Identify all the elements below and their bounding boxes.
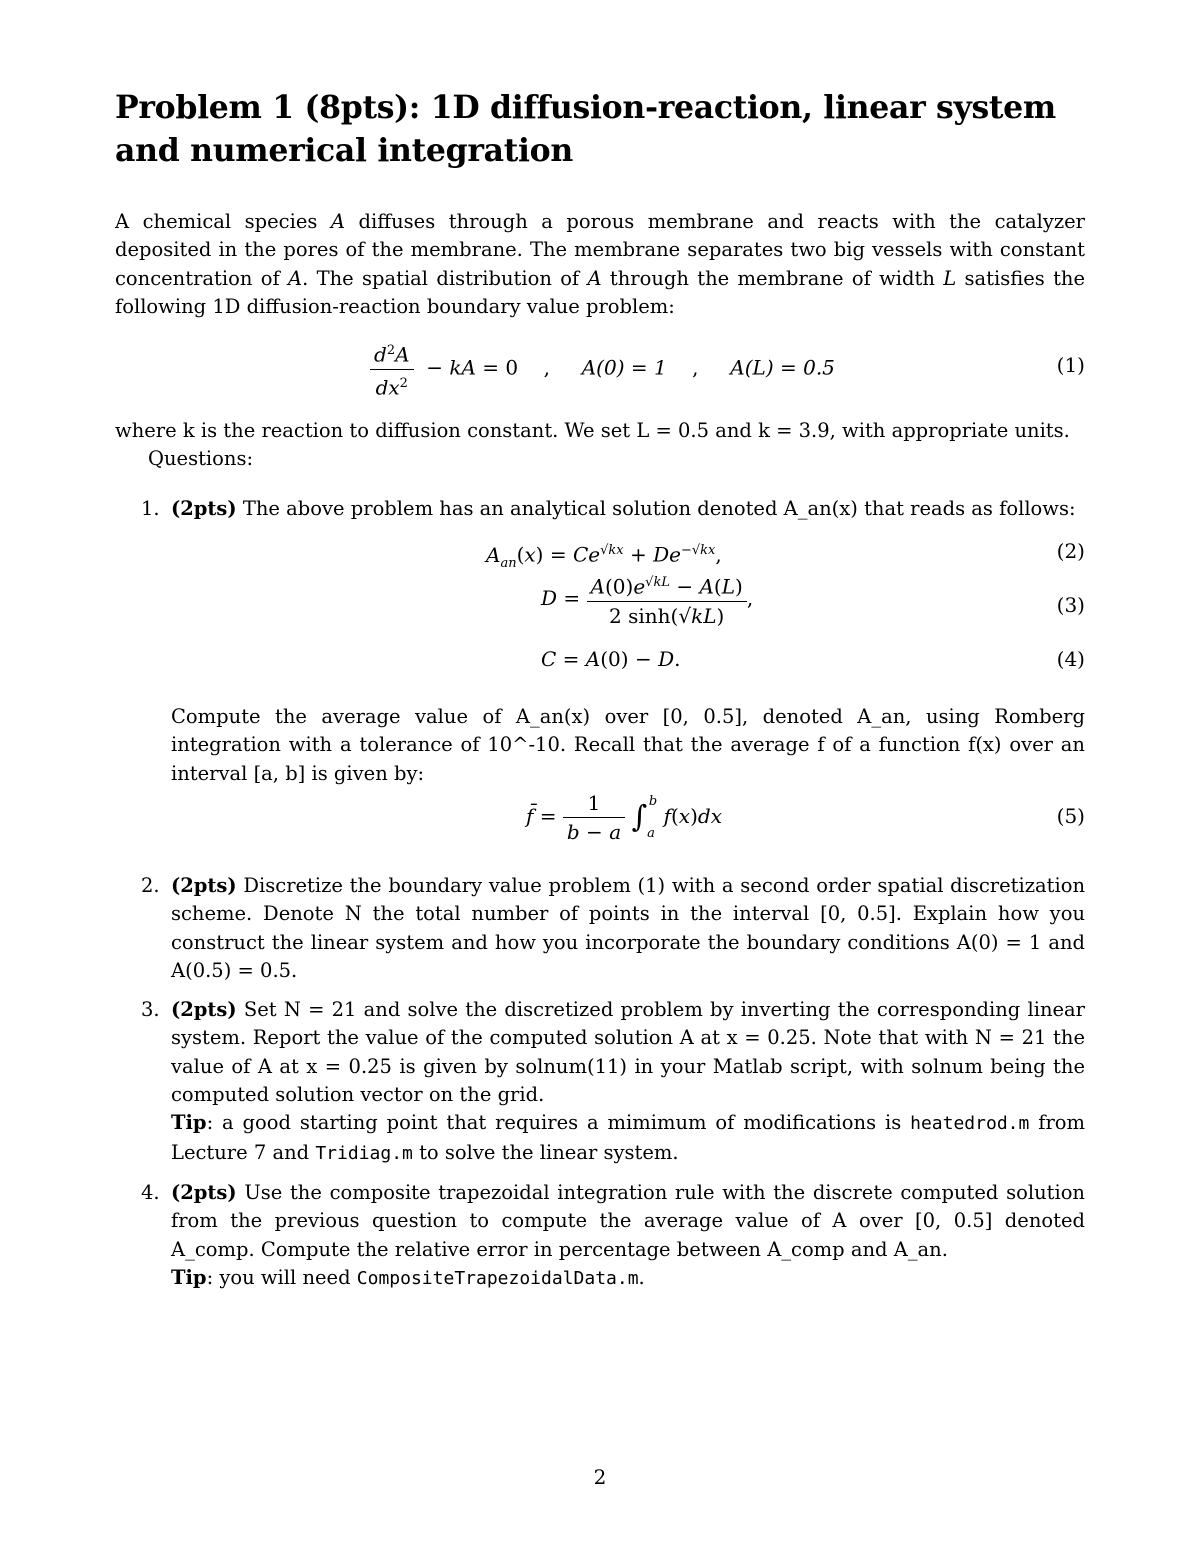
q4-tip-file: CompositeTrapezoidalData.m — [356, 1267, 639, 1289]
eq5-number: (5) — [1056, 803, 1085, 828]
q3-tip-text-c: to solve the linear system. — [419, 1140, 679, 1164]
q1-number: 1. — [141, 496, 160, 520]
q3-tip-file-2: Tridiag.m — [315, 1142, 413, 1164]
eq1-bc1: A(0) = 1 — [581, 355, 667, 380]
after-eq1-text: where k is the reaction to diffusion constant. We set L = 0.5 and k = 3.9, with appropriate units. — [115, 419, 1070, 443]
q3-tip-text-b: from Lecture 7 and — [171, 1111, 1086, 1164]
question-4 — [115, 1179, 1085, 1293]
eq3-number: (3) — [1056, 593, 1085, 618]
question-3 — [115, 996, 1085, 1168]
problem-title: Problem 1 (8pts): 1D diffusion-reaction, linear system and numerical integration — [115, 89, 1056, 169]
q4-points: (2pts) — [171, 1180, 237, 1204]
eq4-number: (4) — [1056, 647, 1085, 672]
equation-1: $\frac{d^2A}{dx^2}$ − kA = 0 , A(0) = 1 , A(L) = 0.5 (1) — [115, 339, 1085, 403]
q4-number: 4. — [141, 1180, 160, 1204]
questions-label: Questions: — [148, 447, 254, 471]
intro-text-3: . The spatial distribution of — [302, 266, 580, 290]
eq1-number: (1) — [1056, 353, 1085, 378]
question-2 — [115, 872, 1085, 985]
intro-text-1: A chemical species — [115, 210, 318, 233]
q3-tip-text-a: : a good starting point that requires a mimimum of modifications is — [206, 1111, 902, 1135]
q4-tip-end: . — [638, 1265, 645, 1289]
q2-number: 2. — [141, 873, 160, 897]
equations-2-4: $A_{an}(x) = Ce^{√kx} + De^{-√kx}$, (2) D = $\frac{A(0)e^{√kL} - A(L)}{2 \sinh(√kL)}$ , (3) C = A(0) − D. (4) — [171, 537, 1085, 717]
q3-points: (2pts) — [171, 998, 237, 1022]
q3-tip-label: Tip — [171, 1111, 207, 1135]
q1-points: (2pts) — [171, 496, 237, 520]
intro-text-5: satisfies the following 1D diffusion-reaction boundary value problem: — [115, 266, 1086, 318]
q2-points: (2pts) — [171, 873, 237, 897]
q4-text: Use the composite trapezoidal integration rule with the discrete computed solution from the previous question to compute the average value of A over [0, 0.5] denoted A_comp. Compute the relative error in percentage between A_comp and A_an. — [171, 1180, 1085, 1261]
q1-text-2: Compute the average value of A_an(x) over [0, 0.5], denoted A_an, using Romberg integration with a tolerance of 10^-10. Recall that the average f of a function f(x) over an interval [a, b] is given by: — [171, 705, 1085, 785]
q4-tip-text-a: : you will need — [206, 1265, 351, 1289]
equation-5: f̄ = $\frac{1}{b - a}$ $\int_a^b$ f(x)dx (5) — [526, 790, 1085, 844]
page-number: 2 — [593, 1465, 607, 1489]
intro-text-2: diffuses through a porous membrane and reacts with the catalyzer deposited in the pores of the membrane. The membrane separates two big vessels with constant concentration of — [115, 210, 1085, 290]
q1-text: The above problem has an analytical solution denoted A_an(x) that reads as follows: — [242, 496, 1076, 520]
intro-text-4: through the membrane of width — [609, 266, 935, 290]
eq1-bc2: A(L) = 0.5 — [730, 355, 835, 380]
q2-text: Discretize the boundary value problem (1) with a second order spatial discretization scheme. Denote N the total number of points in the interval [0, 0.5]. Explain how you construct the linear system and how you incorporate the boundary conditions A(0) = 1 and A(0.5) = 0.5. — [171, 873, 1086, 982]
q3-number: 3. — [141, 998, 160, 1022]
q3-text: Set N = 21 and solve the discretized problem by inverting the corresponding linear system. Report the value of the computed solution A at x = 0.25. Note that with N = 21 the value of A at x = 0.25 is given by solnum(11) in your Matlab script, with solnum being the computed solution vector on the grid. — [171, 998, 1085, 1107]
eq2-number: (2) — [1056, 539, 1085, 564]
questions-list — [115, 495, 1085, 1293]
q3-tip-file-1: heatedrod.m — [910, 1113, 1030, 1135]
q4-tip-label: Tip — [171, 1265, 207, 1289]
intro-paragraph: A chemical species A diffuses through a porous membrane and reacts with the catalyzer deposited in the pores of the membrane. The membrane separates two big vessels with constant concentration of A. The spatial distribution of A through the membrane of width L satisfies the following 1D diffusion-reaction boundary value problem: — [115, 210, 1086, 318]
question-1 — [115, 495, 1085, 852]
document-page — [115, 86, 1085, 1293]
